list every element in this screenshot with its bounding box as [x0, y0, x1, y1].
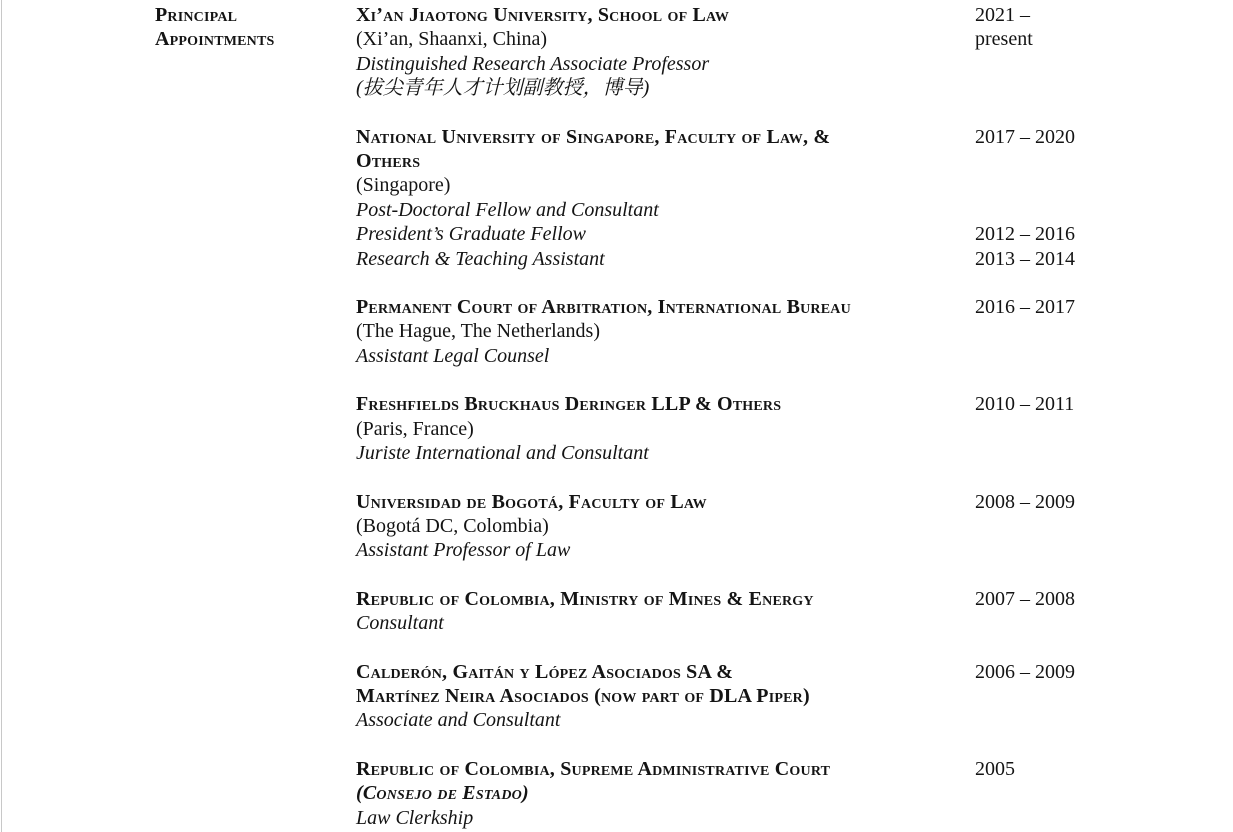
appointment-row: [356, 319, 1233, 343]
appointment-row: [356, 247, 1233, 271]
appointment-line: Law Clerkship: [356, 806, 474, 829]
appointment-row: [356, 708, 1233, 732]
appointment-line: Associate and Consultant: [356, 709, 561, 732]
appointment-line: Assistant Professor of Law: [356, 539, 571, 562]
appointment-row: [356, 587, 1233, 611]
appointment-line: Freshfields Bruckhaus Deringer LLP & Others: [356, 393, 782, 416]
appointment-row: [356, 222, 1233, 246]
appointment-line: Martínez Neira Asociados (now part of DLA Piper): [356, 684, 810, 707]
appointment-row: [356, 392, 1233, 416]
appointment-entry: [356, 3, 1233, 101]
appointment-line: Research & Teaching Assistant: [356, 247, 605, 270]
appointments-list: [356, 3, 1233, 830]
appointment-line: Permanent Court of Arbitration, International Bureau: [356, 296, 851, 319]
appointment-line: Assistant Legal Counsel: [356, 344, 550, 367]
appointment-row: [356, 76, 1233, 100]
appointment-row: [356, 660, 1233, 684]
appointment-row: [356, 295, 1233, 319]
appointment-date: 2010 – 2011: [975, 393, 1075, 416]
appointment-row: [356, 198, 1233, 222]
appointment-row: [356, 27, 1233, 51]
appointment-line: Republic of Colombia, Ministry of Mines & Energy: [356, 587, 814, 610]
appointment-line: (Xi’an, Shaanxi, China): [356, 28, 548, 51]
appointment-date: 2016 – 2017: [975, 296, 1075, 319]
appointment-row: [356, 684, 1233, 708]
appointment-row: [356, 514, 1233, 538]
appointment-row: [356, 781, 1233, 805]
appointment-row: [356, 344, 1233, 368]
appointment-date: 2005: [975, 757, 1015, 780]
appointment-row: [356, 806, 1233, 830]
appointment-date: 2021 –: [975, 4, 1030, 26]
appointment-line: Distinguished Research Associate Professor: [356, 52, 710, 75]
appointment-line: (Bogotá DC, Colombia): [356, 514, 549, 537]
appointment-date: 2017 – 2020: [975, 125, 1075, 148]
appointment-entry: [356, 587, 1233, 636]
appointment-entry: [356, 125, 1233, 271]
appointment-date: 2008 – 2009: [975, 490, 1075, 513]
appointment-entry: [356, 392, 1233, 465]
appointment-row: [356, 490, 1233, 514]
appointment-line: (Singapore): [356, 174, 451, 197]
appointment-row: [356, 52, 1233, 76]
appointment-line: Republic of Colombia, Supreme Administrative Court: [356, 757, 831, 780]
appointment-date: 2006 – 2009: [975, 660, 1075, 683]
appointment-row: [356, 611, 1233, 635]
appointment-row: [356, 125, 1233, 149]
appointment-line: (Consejo de Estado): [356, 782, 529, 805]
section-label-line: Principal: [155, 4, 238, 26]
appointment-line: Universidad de Bogotá, Faculty of Law: [356, 490, 707, 513]
appointment-row: [356, 538, 1233, 562]
appointment-date: present: [975, 28, 1033, 51]
appointment-line: (拔尖青年人才计划副教授，博导): [356, 77, 650, 100]
section-label: [155, 3, 350, 52]
appointment-line: President’s Graduate Fellow: [356, 223, 586, 246]
appointment-row: [356, 417, 1233, 441]
appointment-line: Consultant: [356, 612, 444, 635]
appointment-row: [356, 149, 1233, 173]
appointment-line: Others: [356, 150, 421, 173]
appointment-line: Juriste International and Consultant: [356, 442, 649, 465]
appointment-row: [356, 173, 1233, 197]
appointment-line: Calderón, Gaitán y López Asociados SA &: [356, 660, 734, 683]
appointment-line: Xi’an Jiaotong University, School of Law: [356, 4, 730, 26]
appointment-line: National University of Singapore, Faculty of Law, &: [356, 125, 831, 148]
section-label-line: Appointments: [155, 28, 275, 51]
appointment-entry: [356, 757, 1233, 830]
appointment-entry: [356, 295, 1233, 368]
appointment-line: (Paris, France): [356, 417, 474, 440]
appointment-row: [356, 441, 1233, 465]
appointment-entry: [356, 660, 1233, 733]
appointment-row: [356, 3, 1233, 27]
appointment-date: 2013 – 2014: [975, 247, 1075, 270]
appointment-line: (The Hague, The Netherlands): [356, 320, 600, 343]
appointment-date: 2012 – 2016: [975, 223, 1075, 246]
appointment-row: [356, 757, 1233, 781]
appointment-entry: [356, 490, 1233, 563]
appointment-line: Post-Doctoral Fellow and Consultant: [356, 198, 659, 221]
appointment-date: 2007 – 2008: [975, 587, 1075, 610]
